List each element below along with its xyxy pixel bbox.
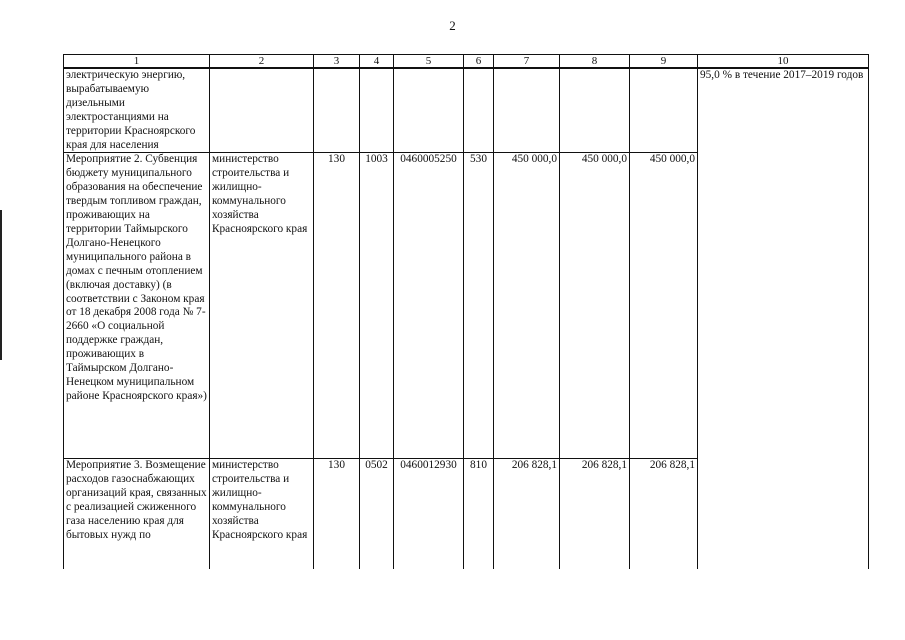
cell-section (360, 68, 394, 153)
header-cell: 9 (630, 55, 698, 69)
activity-description: электрическую энергию, вырабатываемую дизельными электростанциями на территории Красноярского края для населения (64, 68, 210, 153)
header-cell: 2 (210, 55, 314, 69)
page-number: 2 (449, 18, 456, 33)
cell-amount-2019: 206 828,1 (630, 459, 698, 569)
executor: министерство строительства и жилищно-коммунального хозяйства Красноярского края (210, 459, 314, 569)
cell-section: 0502 (360, 459, 394, 569)
header-cell: 7 (494, 55, 560, 69)
header-cell: 5 (394, 55, 464, 69)
cell-amount-2017 (494, 68, 560, 153)
program-table (63, 54, 869, 569)
header-cell: 8 (560, 55, 630, 69)
header-cell: 3 (314, 55, 360, 69)
cell-expense-type: 810 (464, 459, 494, 569)
header-cell: 4 (360, 55, 394, 69)
table-row (64, 68, 869, 153)
cell-target-code: 0460005250 (394, 153, 464, 459)
cell-grbs (314, 68, 360, 153)
executor: министерство строительства и жилищно-коммунального хозяйства Красноярского края (210, 153, 314, 459)
cell-amount-2018: 206 828,1 (560, 459, 630, 569)
cell-grbs: 130 (314, 459, 360, 569)
header-cell: 1 (64, 55, 210, 69)
cell-amount-2019 (630, 68, 698, 153)
cell-section: 1003 (360, 153, 394, 459)
activity-description: Мероприятие 2. Субвенция бюджету муниципального образования на обеспечение твердым топливом граждан, проживающих на территории Таймырского Долгано-Ненецкого муниципального района в домах с печным отоплением (включая доставку) (в соответствии с Законом края от 18 декабря 2008 года № 7-2660 «О социальной поддержке граждан, проживающих в Таймырском Долгано-Ненецком муниципальном районе Красноярского края») (64, 153, 210, 459)
cell-amount-2017: 450 000,0 (494, 153, 560, 459)
expected-result: 95,0 % в течение 2017–2019 годов (698, 68, 869, 569)
activity-description: Мероприятие 3. Возмещение расходов газоснабжающих организаций края, связанных с реализацией сжиженного газа населению края для бытовых нужд по (64, 459, 210, 569)
cell-expense-type: 530 (464, 153, 494, 459)
header-cell: 10 (698, 55, 869, 69)
table-header-row (64, 55, 869, 69)
margin-mark (0, 210, 2, 360)
cell-target-code: 0460012930 (394, 459, 464, 569)
executor (210, 68, 314, 153)
cell-expense-type (464, 68, 494, 153)
cell-amount-2017: 206 828,1 (494, 459, 560, 569)
cell-amount-2018: 450 000,0 (560, 153, 630, 459)
header-cell: 6 (464, 55, 494, 69)
cell-target-code (394, 68, 464, 153)
cell-grbs: 130 (314, 153, 360, 459)
cell-amount-2018 (560, 68, 630, 153)
cell-amount-2019: 450 000,0 (630, 153, 698, 459)
